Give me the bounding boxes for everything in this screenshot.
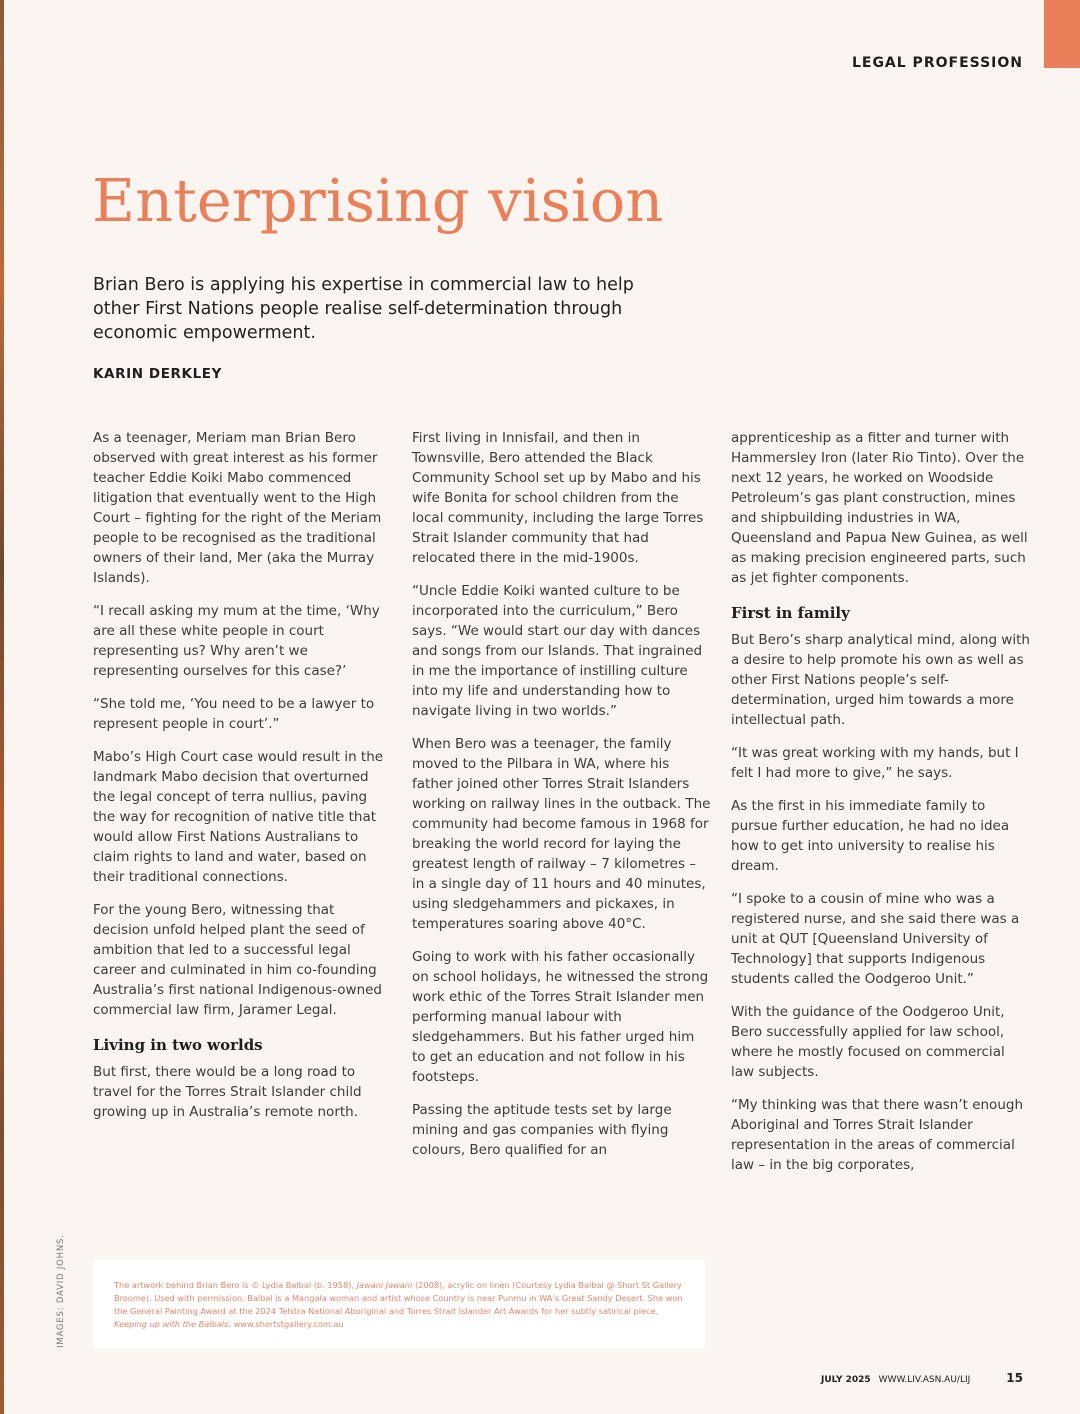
- paragraph: “It was great working with my hands, but I felt I had more to give,” he says.: [731, 745, 1019, 781]
- paragraph: apprenticeship as a fitter and turner with Hammersley Iron (later Rio Tinto). Over the next 12 years, he worked on Woodside Petroleum’s gas plant construction, mines and shipbuilding industries in WA, Queensland and Papua New Guinea, as well as making precision engineered parts, such as jet fighter components.: [731, 430, 1028, 586]
- paragraph: When Bero was a teenager, the family moved to the Pilbara in WA, where his father joined other Torres Strait Islanders working on railway lines in the outback. The community had become famous in 1968 for breaking the world record for laying the greatest length of railway – 7 kilometres – in a single day of 11 hours and 40 minutes, using sledgehammers and pickaxes, in temperatures soaring above 40°C.: [412, 736, 711, 932]
- paragraph: “My thinking was that there wasn’t enough Aboriginal and Torres Strait Islander representation in the areas of commercial law – in the big corporates,: [731, 1097, 1023, 1173]
- artwork-caption-box: [93, 1260, 705, 1348]
- article-standfirst: Brian Bero is applying his expertise in commercial law to help other First Nations people realise self-determination through economic empowerment.: [93, 275, 634, 343]
- artwork-edge-strip: [0, 0, 4, 1414]
- article-column-2: [412, 428, 712, 1173]
- artwork-caption: [114, 1279, 687, 1331]
- section-label: LEGAL PROFESSION: [851, 55, 1023, 71]
- paragraph: Passing the aptitude tests set by large mining and gas companies with flying colours, Bero qualified for an: [412, 1102, 672, 1158]
- artwork-piece-title: Keeping up with the Balbals: [114, 1319, 229, 1329]
- paragraph: With the guidance of the Oodgeroo Unit, Bero successfully applied for law school, where he mostly focused on commercial law subjects.: [731, 1004, 1005, 1080]
- article-column-3: [731, 428, 1031, 1188]
- paragraph: But Bero’s sharp analytical mind, along with a desire to help promote his own as well as other First Nations people’s self-determination, urged him towards a more intellectual path.: [731, 632, 1030, 728]
- section-accent-tab: [1044, 0, 1080, 68]
- issue-date: JULY 2025: [820, 1375, 871, 1385]
- caption-text-part: (2008), acrylic on linen (Courtesy Lydia Balbal @ Short St Gallery Broome). Used with permission. Balbal is a Mangala woman and artist whose Country is near Punmu in WA’s Great Sandy Desert. She won the General Painting Award at the 2024 Telstra National Aboriginal and Torres Strait Islander Art Awards for her subtly satirical piece,: [114, 1280, 683, 1316]
- page-number: 15: [1006, 1371, 1023, 1385]
- paragraph: First living in Innisfail, and then in Townsville, Bero attended the Black Community School set up by Mabo and his wife Bonita for school children from the local community, including the large Torres Strait Islander community that had relocated there in the mid-1900s.: [412, 430, 704, 566]
- website-url: WWW.LIV.ASN.AU/LIJ: [878, 1375, 971, 1385]
- page-footer: [821, 1371, 1023, 1385]
- paragraph: “I spoke to a cousin of mine who was a registered nurse, and she said there was a unit at QUT [Queensland University of Technology] that supports Indigenous students called the Oodgeroo Unit.”: [731, 891, 1020, 987]
- subheading-first-in-family: First in family: [731, 604, 850, 622]
- artwork-title: Jawani Jawani: [356, 1280, 413, 1290]
- paragraph: “I recall asking my mum at the time, ‘Why are all these white people in court representing us? Why aren’t we representing ourselves for this case?’: [93, 603, 380, 679]
- paragraph: Mabo’s High Court case would result in the landmark Mabo decision that overturned the legal concept of terra nullius, paving the way for recognition of native title that would allow First Nations Australians to claim rights to land and water, based on their traditional connections.: [93, 749, 384, 885]
- subheading-living-in-two-worlds: Living in two worlds: [93, 1036, 263, 1054]
- caption-text-part: The artwork behind Brian Bero is © Lydia Balbal (b. 1958),: [114, 1280, 357, 1290]
- article-title: Enterprising vision: [92, 166, 664, 235]
- article-byline: KARIN DERKLEY: [93, 366, 223, 382]
- caption-text-part: . www.shortstgallery.com.au: [228, 1319, 344, 1329]
- paragraph: Going to work with his father occasionally on school holidays, he witnessed the strong work ethic of the Torres Strait Islander men performing manual labour with sledgehammers. But his father urged him to get an education and not follow in his footsteps.: [412, 949, 709, 1085]
- paragraph: “She told me, ‘You need to be a lawyer to represent people in court’.”: [93, 696, 375, 732]
- paragraph: For the young Bero, witnessing that decision unfold helped plant the seed of ambition that led to a successful legal career and culminated in him co-founding Australia’s first national Indigenous-owned commercial law firm, Jaramer Legal.: [93, 902, 382, 1018]
- paragraph: As the first in his immediate family to pursue further education, he had no idea how to get into university to realise his dream.: [731, 798, 1010, 874]
- paragraph: “Uncle Eddie Koiki wanted culture to be incorporated into the curriculum,” Bero says. “We would start our day with dances and songs from our Islands. That ingrained in me the importance of instilling culture into my life and understanding how to navigate living in two worlds.”: [412, 583, 703, 719]
- article-column-1: [93, 428, 393, 1135]
- image-credit: IMAGES: DAVID JOHNS.: [56, 1234, 66, 1348]
- paragraph: But first, there would be a long road to travel for the Torres Strait Islander child growing up in Australia’s remote north.: [93, 1064, 362, 1120]
- paragraph: As a teenager, Meriam man Brian Bero observed with great interest as his former teacher Eddie Koiki Mabo commenced litigation that eventually went to the High Court – fighting for the right of the Meriam people to be recognised as the traditional owners of their land, Mer (aka the Murray Islands).: [93, 430, 382, 586]
